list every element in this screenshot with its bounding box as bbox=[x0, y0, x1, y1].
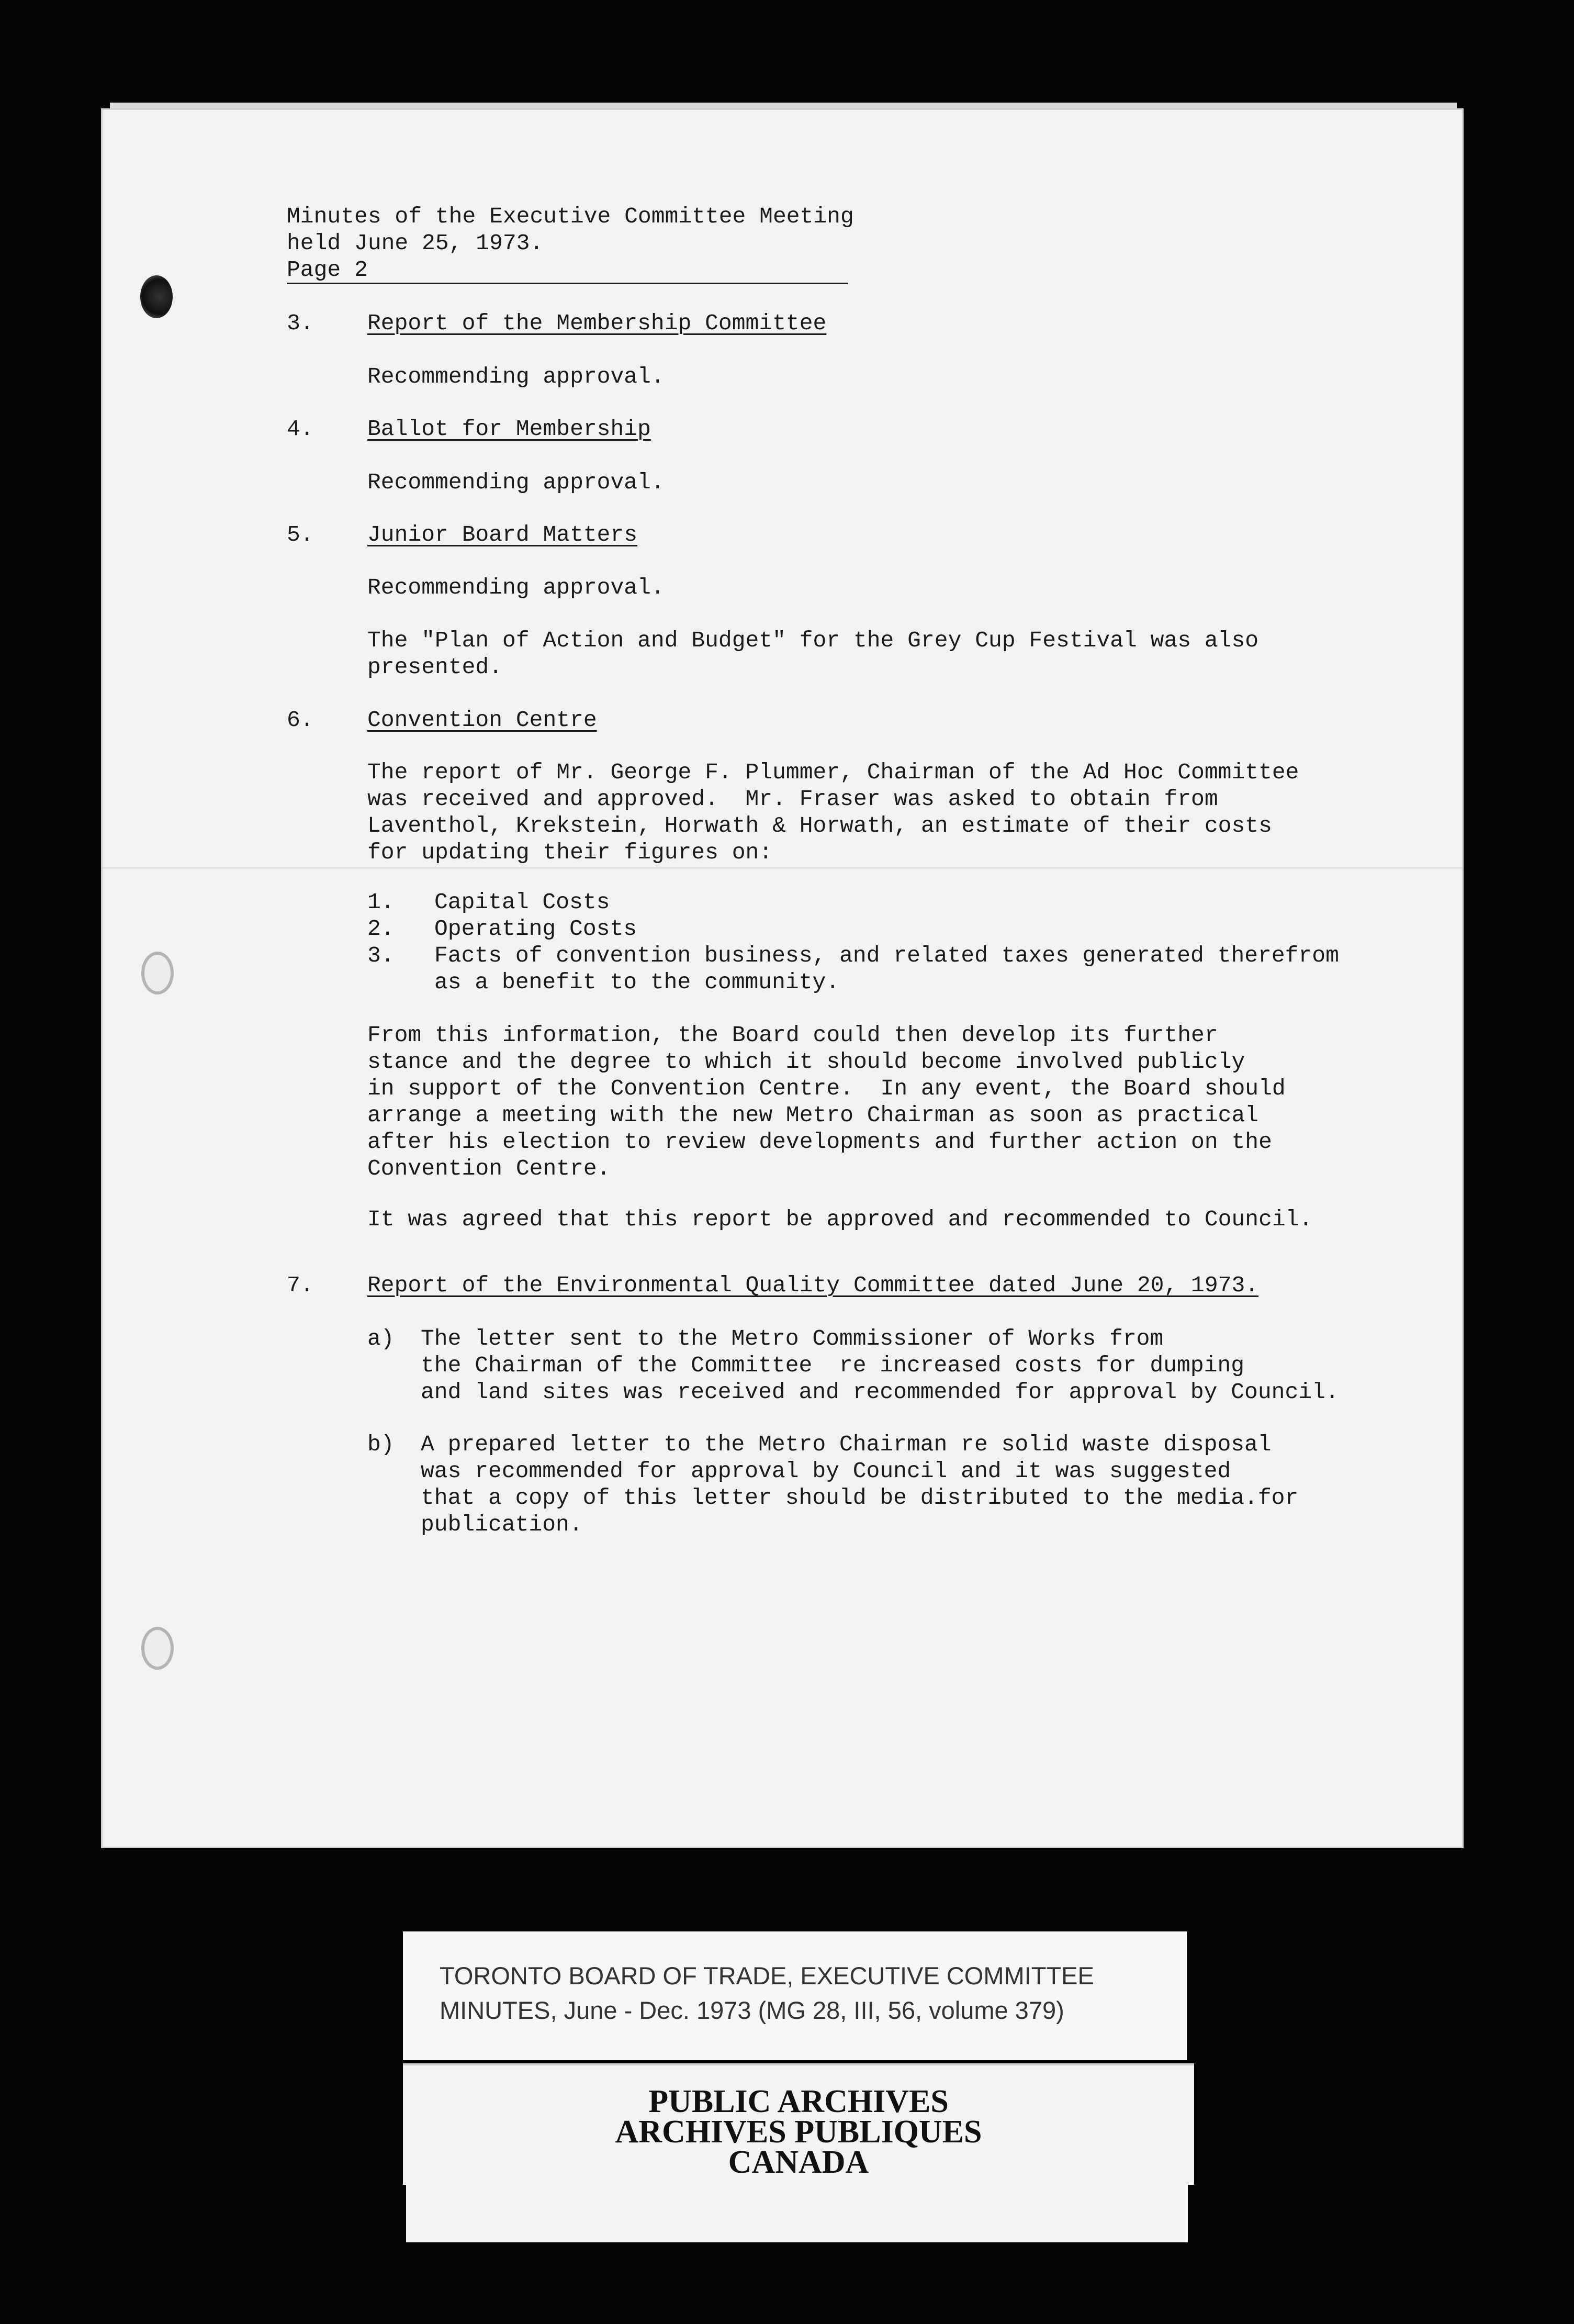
stamp-line-2: ARCHIVES PUBLIQUES bbox=[615, 2114, 982, 2150]
page-fold-line bbox=[103, 867, 1462, 869]
archive-label-strip bbox=[406, 2184, 1188, 2242]
header-line-2: held June 25, 1973. bbox=[287, 230, 544, 256]
item-heading: Ballot for Membership bbox=[367, 416, 651, 442]
subitem-letter: b) bbox=[367, 1432, 395, 1457]
archive-label-line-1: TORONTO BOARD OF TRADE, EXECUTIVE COMMITTEE bbox=[440, 1962, 1094, 1990]
item-number: 6. bbox=[287, 707, 314, 733]
archive-label-line-2: MINUTES, June - Dec. 1973 (MG 28, III, 56, volume 379) bbox=[440, 1996, 1064, 2024]
item-heading: Convention Centre bbox=[367, 707, 597, 733]
list-item: Facts of convention business, and related taxes generated therefrom as a benefit to the community. bbox=[434, 943, 1339, 995]
punch-hole-icon bbox=[141, 952, 174, 995]
subitem-letter: a) bbox=[367, 1326, 395, 1351]
subitem-text: The letter sent to the Metro Commissioner of Works from the Chairman of the Committee re increased costs for dumping and land sites was received and recommended for approval by Council. bbox=[421, 1326, 1339, 1405]
item-number: 5. bbox=[287, 522, 314, 548]
header-line-1: Minutes of the Executive Committee Meeting bbox=[287, 204, 854, 229]
list-number: 3. bbox=[367, 943, 395, 968]
list-number: 2. bbox=[367, 916, 395, 942]
archive-stamp bbox=[403, 2063, 1194, 2185]
item-number: 3. bbox=[287, 310, 314, 336]
item-heading: Report of the Membership Committee bbox=[367, 310, 827, 336]
archive-catalog-label bbox=[403, 1931, 1187, 2060]
item-paragraph: From this information, the Board could then develop its further stance and the degree to which it should become involved publicly in support of the Convention Centre. In any event, the Board should arrange a meeting with the new Metro Chairman as soon as practical after his election to review developments and further action on the Convention Centre. bbox=[367, 1022, 1286, 1181]
item-number: 4. bbox=[287, 416, 314, 442]
list-item: Capital Costs bbox=[434, 889, 610, 915]
header-line-3: Page 2 bbox=[287, 257, 368, 283]
header-rule bbox=[287, 283, 848, 284]
stamp-line-1: PUBLIC ARCHIVES bbox=[648, 2084, 949, 2119]
list-item: Operating Costs bbox=[434, 916, 637, 942]
item-body: Recommending approval. bbox=[367, 470, 665, 495]
item-heading: Report of the Environmental Quality Committee dated June 20, 1973. bbox=[367, 1272, 1259, 1298]
item-body: Recommending approval. bbox=[367, 575, 665, 600]
item-paragraph: It was agreed that this report be approved and recommended to Council. bbox=[367, 1206, 1313, 1232]
list-number: 1. bbox=[367, 889, 395, 915]
stamp-line-3: CANADA bbox=[728, 2144, 869, 2180]
subitem-text: A prepared letter to the Metro Chairman re solid waste disposal was recommended for approval by Council and it was suggested that a copy of this letter should be distributed to the media.for publication. bbox=[421, 1432, 1299, 1537]
punch-hole-icon bbox=[141, 1627, 174, 1670]
item-heading: Junior Board Matters bbox=[367, 522, 638, 548]
item-number: 7. bbox=[287, 1272, 314, 1298]
item-body: Recommending approval. bbox=[367, 364, 665, 389]
item-paragraph: The "Plan of Action and Budget" for the Grey Cup Festival was also presented. bbox=[367, 628, 1259, 680]
punch-hole-icon bbox=[140, 275, 173, 318]
item-body: The report of Mr. George F. Plummer, Chairman of the Ad Hoc Committee was received and approved. Mr. Fraser was asked to obtain from Laventhol, Krekstein, Horwath & Horwath, an estimate of their costs for updating their figures on: bbox=[367, 759, 1299, 865]
